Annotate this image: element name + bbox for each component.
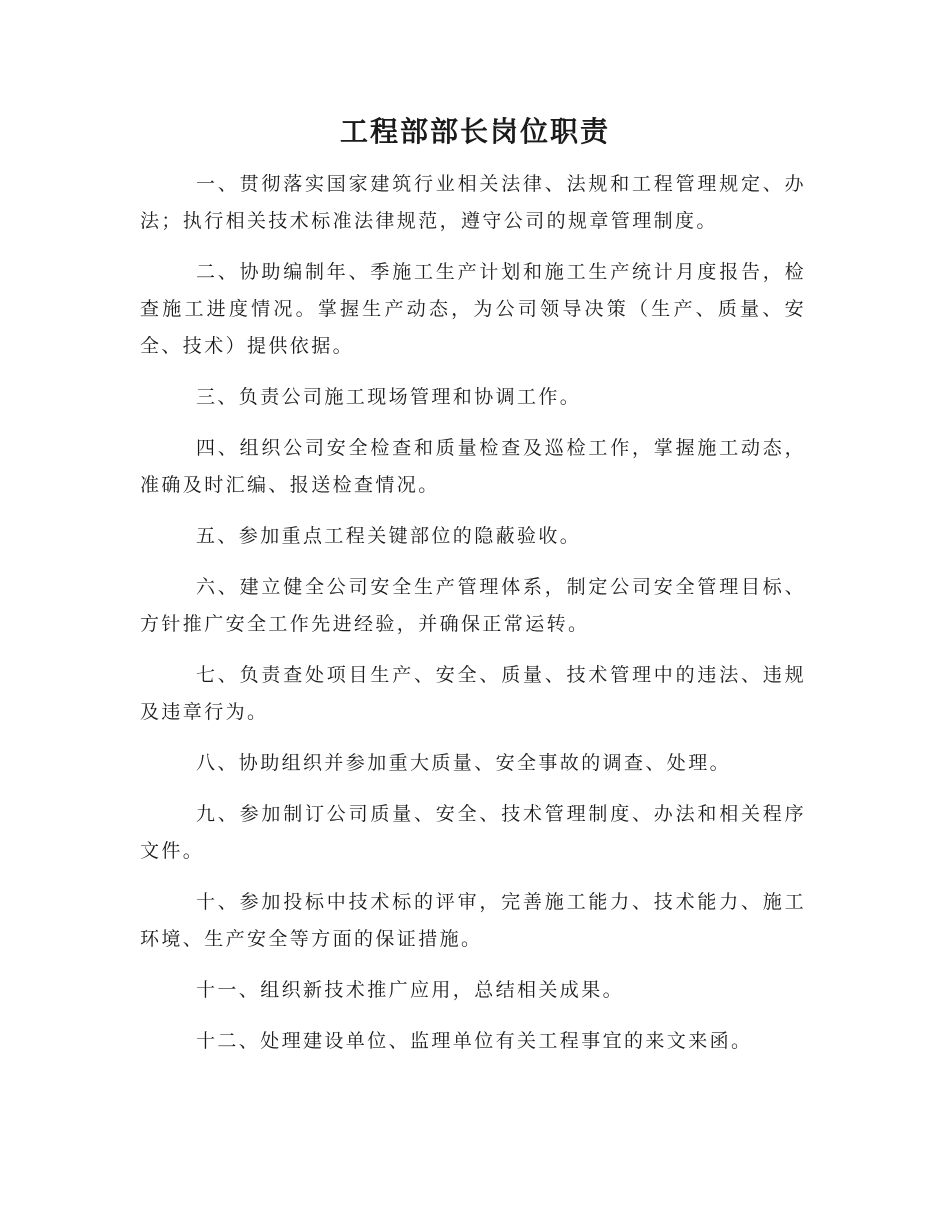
duty-item-7: 七、负责查处项目生产、安全、质量、技术管理中的违法、违规及违章行为。 [140,664,806,723]
duty-item-6: 六、建立健全公司安全生产管理体系，制定公司安全管理目标、方针推广安全工作先进经验，并确保正常运转。 [140,576,806,635]
document-body [140,166,806,1074]
duty-item-11: 十一、组织新技术推广应用，总结相关成果。 [196,979,625,1001]
duty-item-1: 一、贯彻落实国家建筑行业相关法律、法规和工程管理规定、办法；执行相关技术标准法律规范，遵守公司的规章管理制度。 [140,173,806,232]
duty-item-12: 十二、处理建设单位、监理单位有关工程事宜的来文来函。 [196,1030,753,1052]
duty-item-8: 八、协助组织并参加重大质量、安全事故的调查、处理。 [196,752,732,774]
duty-item-10: 十、参加投标中技术标的评审，完善施工能力、技术能力、施工环境、生产安全等方面的保证措施。 [140,891,806,950]
duty-item-9: 九、参加制订公司质量、安全、技术管理制度、办法和相关程序文件。 [140,803,806,862]
duty-item-5: 五、参加重点工程关键部位的隐蔽验收。 [196,525,582,547]
duty-item-2: 二、协助编制年、季施工生产计划和施工生产统计月度报告，检查施工进度情况。掌握生产动态，为公司领导决策（生产、质量、安全、技术）提供依据。 [140,261,806,357]
duty-item-4: 四、组织公司安全检查和质量检查及巡检工作，掌握施工动态，准确及时汇编、报送检查情况。 [140,437,806,496]
document-title: 工程部部长岗位职责 [339,115,610,148]
duty-item-3: 三、负责公司施工现场管理和协调工作。 [196,386,582,408]
